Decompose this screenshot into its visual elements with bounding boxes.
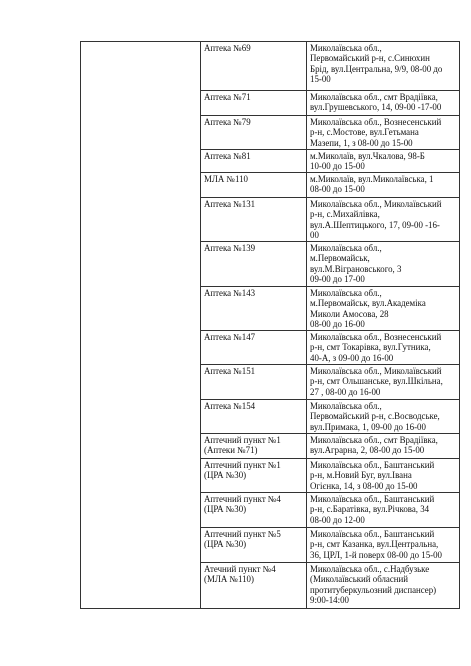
pharmacy-address-cell (307, 198, 460, 242)
pharmacy-address: Миколаївська обл., м.Первомайськ, вул.Академіка Миколи Амосова, 28 08-00 до 16-00 (310, 288, 426, 329)
pharmacy-address: Миколаївська обл., Вознесенський р-н, смт Токарівка, вул.Гутника, 40-А, з 09-00 до 16-00 (310, 332, 442, 363)
pharmacy-name-cell (201, 91, 307, 116)
pharmacy-name: Аптека №131 (204, 199, 256, 209)
pharmacy-address: Миколаївська обл., смт Врадіївка, вул.Грушевського, 14, 09-00 -17-00 (310, 92, 442, 113)
pharmacy-address-cell (307, 242, 460, 287)
pharmacy-address-cell (307, 287, 460, 331)
pharmacy-name: Аптека №81 (204, 151, 251, 161)
pharmacy-address: Миколаївська обл., Миколаївський р-н, смт Ольшанське, вул.Шкільна, 27 , 08-00 до 16-00 (310, 366, 443, 397)
pharmacy-address-cell (307, 42, 460, 91)
pharmacy-name: Аптека №79 (204, 117, 251, 127)
pharmacy-address-cell (307, 400, 460, 434)
pharmacy-address-cell (307, 173, 460, 198)
pharmacy-name: Аптечний пункт №4 (ЦРА №30) (204, 494, 281, 515)
pharmacy-name: Аптека №154 (204, 401, 256, 411)
pharmacy-name-cell (201, 528, 307, 563)
pharmacy-address: Миколаївська обл., Вознесенський р-н, с.Мостове, вул.Гетьмана Мазепи, 1, з 08-00 до 15-00 (310, 117, 442, 148)
pharmacy-address: м.Миколаїв, вул.Миколаївська, 1 08-00 до 15-00 (310, 174, 434, 195)
pharmacy-name-cell (201, 287, 307, 331)
pharmacy-address-cell (307, 150, 460, 173)
pharmacy-address: Миколаївська обл., с.Надбузьке (Миколаївський обласний протитуберкульозний диспансер) 9:00-14:00 (310, 564, 437, 605)
pharmacy-name-cell (201, 198, 307, 242)
pharmacy-address: Миколаївська обл., Баштанський р-н, смт Казанка, вул.Центральна, 36, ЦРЛ, 1-й поверх 08-00 до 15-00 (310, 529, 442, 560)
pharmacy-address-cell (307, 563, 460, 609)
pharmacy-address-cell (307, 434, 460, 459)
pharmacy-name-cell (201, 116, 307, 150)
pharmacy-address-cell (307, 493, 460, 528)
pharmacy-name: Аптечний пункт №1 (ЦРА №30) (204, 460, 281, 481)
empty-cell (81, 42, 201, 609)
pharmacy-address-cell (307, 91, 460, 116)
pharmacy-name: Аптека №151 (204, 366, 256, 376)
pharmacy-address-cell (307, 116, 460, 150)
pharmacy-name-cell (201, 400, 307, 434)
pharmacy-address: Миколаївська обл., Баштанський р-н, с.Баратівка, вул.Річкова, 34 08-00 до 12-00 (310, 494, 435, 525)
pharmacy-address: Миколаївська обл., Первомайський р-н, с.Синюхин Брід, вул.Центральна, 9/9, 08-00 до 15-00 (310, 43, 443, 84)
pharmacy-address-cell (307, 528, 460, 563)
pharmacy-name-cell (201, 459, 307, 493)
pharmacy-address: м.Миколаїв, вул.Чкалова, 98-Б 10-00 до 15-00 (310, 151, 425, 172)
pharmacy-table-body (81, 42, 460, 609)
pharmacy-address-cell (307, 459, 460, 493)
pharmacy-name-cell (201, 563, 307, 609)
pharmacy-name: Аптека №69 (204, 43, 251, 53)
pharmacy-name: Атечний пункт №4 (МЛА №110) (204, 564, 276, 585)
pharmacy-name: Аптечний пункт №5 (ЦРА №30) (204, 529, 281, 550)
pharmacy-address: Миколаївська обл., м.Первомайськ, вул.М.Віграновського, 3 09-00 до 17-00 (310, 243, 402, 284)
pharmacy-name-cell (201, 42, 307, 91)
pharmacy-name: МЛА №110 (204, 174, 248, 184)
pharmacy-name-cell (201, 331, 307, 365)
pharmacy-name: Аптека №71 (204, 92, 251, 102)
pharmacy-address-cell (307, 365, 460, 400)
pharmacy-address-cell (307, 331, 460, 365)
pharmacy-name-cell (201, 150, 307, 173)
pharmacy-table (80, 41, 460, 609)
pharmacy-name-cell (201, 434, 307, 459)
pharmacy-address: Миколаївська обл., смт Врадіївка, вул.Аграрна, 2, 08-00 до 15-00 (310, 435, 438, 456)
pharmacy-name: Аптека №143 (204, 288, 256, 298)
pharmacy-address: Миколаївська обл., Миколаївський р-н, с.Михайлівка, вул.А.Шептицького, 17, 09-00 -16- 00 (310, 199, 442, 240)
pharmacy-name: Аптека №147 (204, 332, 256, 342)
table-row (81, 42, 460, 91)
pharmacy-name-cell (201, 173, 307, 198)
pharmacy-name-cell (201, 365, 307, 400)
pharmacy-address: Миколаївська обл., Баштанський р-н, м.Новий Буг, вул.Івана Огієнка, 14, з 08-00 до 15-00 (310, 460, 435, 491)
pharmacy-name-cell (201, 493, 307, 528)
pharmacy-name: Аптека №139 (204, 243, 256, 253)
pharmacy-address: Миколаївська обл., Первомайський р-н, с.Восводське, вул.Примака, 1, 09-00 до 16-00 (310, 401, 440, 432)
pharmacy-name: Аптечний пункт №1 (Аптеки №71) (204, 435, 281, 456)
pharmacy-name-cell (201, 242, 307, 287)
